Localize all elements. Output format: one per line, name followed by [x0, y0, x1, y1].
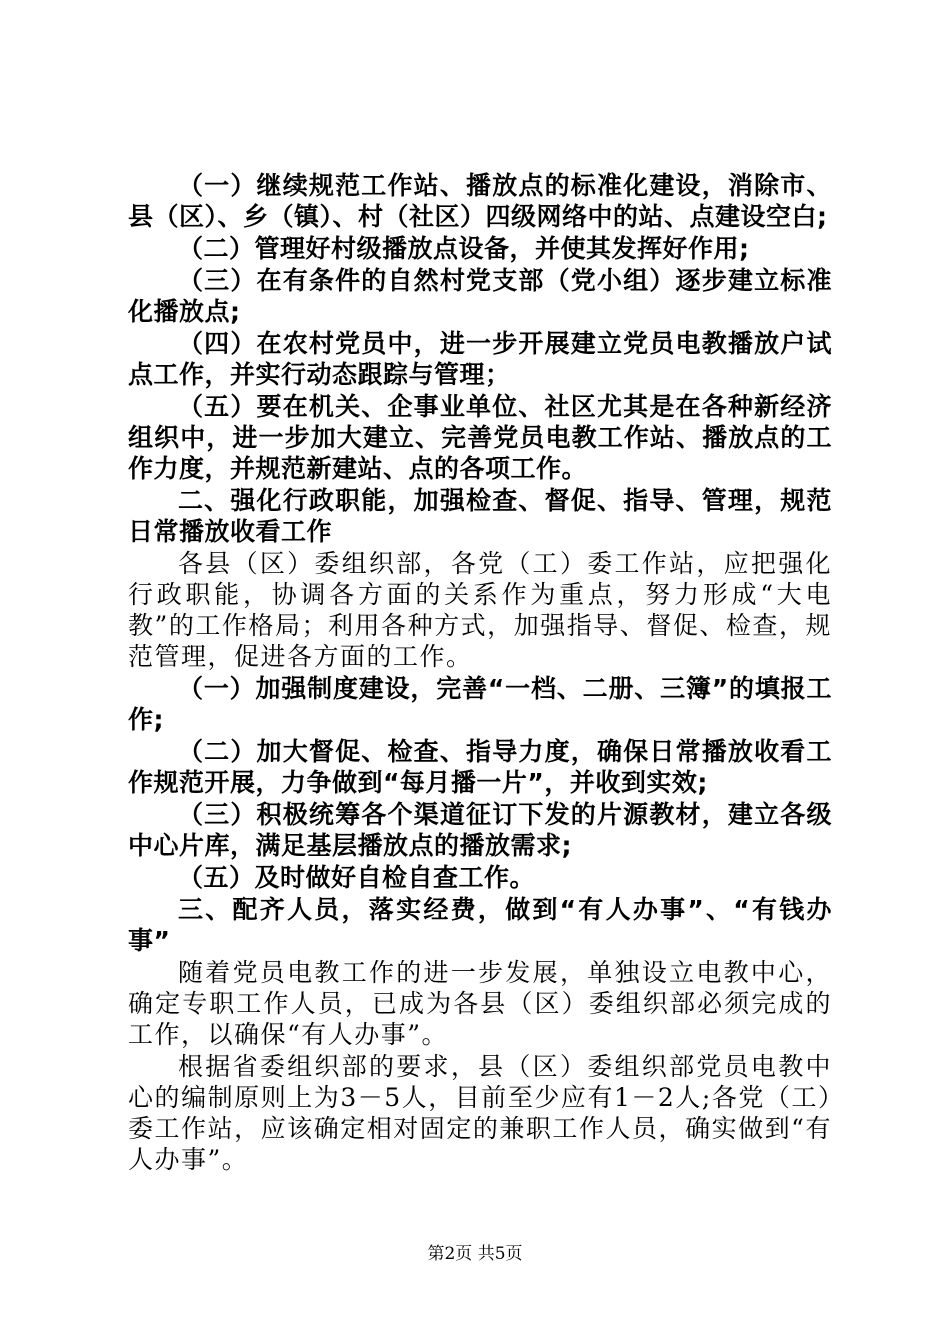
paragraph-item-9: （五）及时做好自检自查工作。	[178, 863, 536, 892]
body-paragraph-section-3b: 根据省委组织部的要求，县（区）委组织部党员电教中心的编制原则上为3－5人，目前至少应有1－2人;各党（工）委工作站，应该确定相对固定的兼职工作人员，确实做到“有人办事”。	[128, 1052, 832, 1174]
paragraph-item-8: （三）积极统筹各个渠道征订下发的片源教材，建立各级中心片库，满足基层播放点的播放需求;	[128, 800, 832, 860]
paragraph-item-4: （四）在农村党员中，进一步开展建立党员电教播放户试点工作，并实行动态跟踪与管理；	[128, 329, 832, 389]
body-paragraph-section-2: 各县（区）委组织部，各党（工）委工作站，应把强化行政职能，协调各方面的关系作为重点，努力形成“大电教”的工作格局；利用各种方式，加强指导、督促、检查，规范管理，促进各方面的工作。	[128, 549, 832, 671]
paragraph-item-7: （二）加大督促、检查、指导力度，确保日常播放收看工作规范开展，力争做到“每月播一片”，并收到实效;	[128, 737, 832, 797]
document-body	[128, 170, 832, 1175]
section-heading-2: 二、强化行政职能，加强检查、督促、指导、管理，规范日常播放收看工作	[128, 486, 832, 546]
paragraph-item-6: （一）加强制度建设，完善“一档、二册、三簿”的填报工作;	[128, 674, 832, 734]
section-heading-3: 三、配齐人员，落实经费，做到“有人办事”、“有钱办事”	[128, 895, 832, 955]
paragraph-item-5: （五）要在机关、企事业单位、社区尤其是在各种新经济组织中，进一步加大建立、完善党员电教工作站、播放点的工作力度，并规范新建站、点的各项工作。	[128, 392, 832, 483]
body-paragraph-section-3a: 随着党员电教工作的进一步发展，单独设立电教中心，确定专职工作人员，已成为各县（区）委组织部必须完成的工作，以确保“有人办事”。	[128, 958, 832, 1049]
paragraph-item-1: （一）继续规范工作站、播放点的标准化建设，消除市、县（区）、乡（镇）、村（社区）四级网络中的站、点建设空白;	[128, 171, 832, 231]
page-number-footer: 第2页 共5页	[427, 1244, 523, 1264]
paragraph-item-3: （三）在有条件的自然村党支部（党小组）逐步建立标准化播放点;	[128, 266, 832, 326]
paragraph-item-2: （二）管理好村级播放点设备，并使其发挥好作用;	[178, 234, 750, 263]
